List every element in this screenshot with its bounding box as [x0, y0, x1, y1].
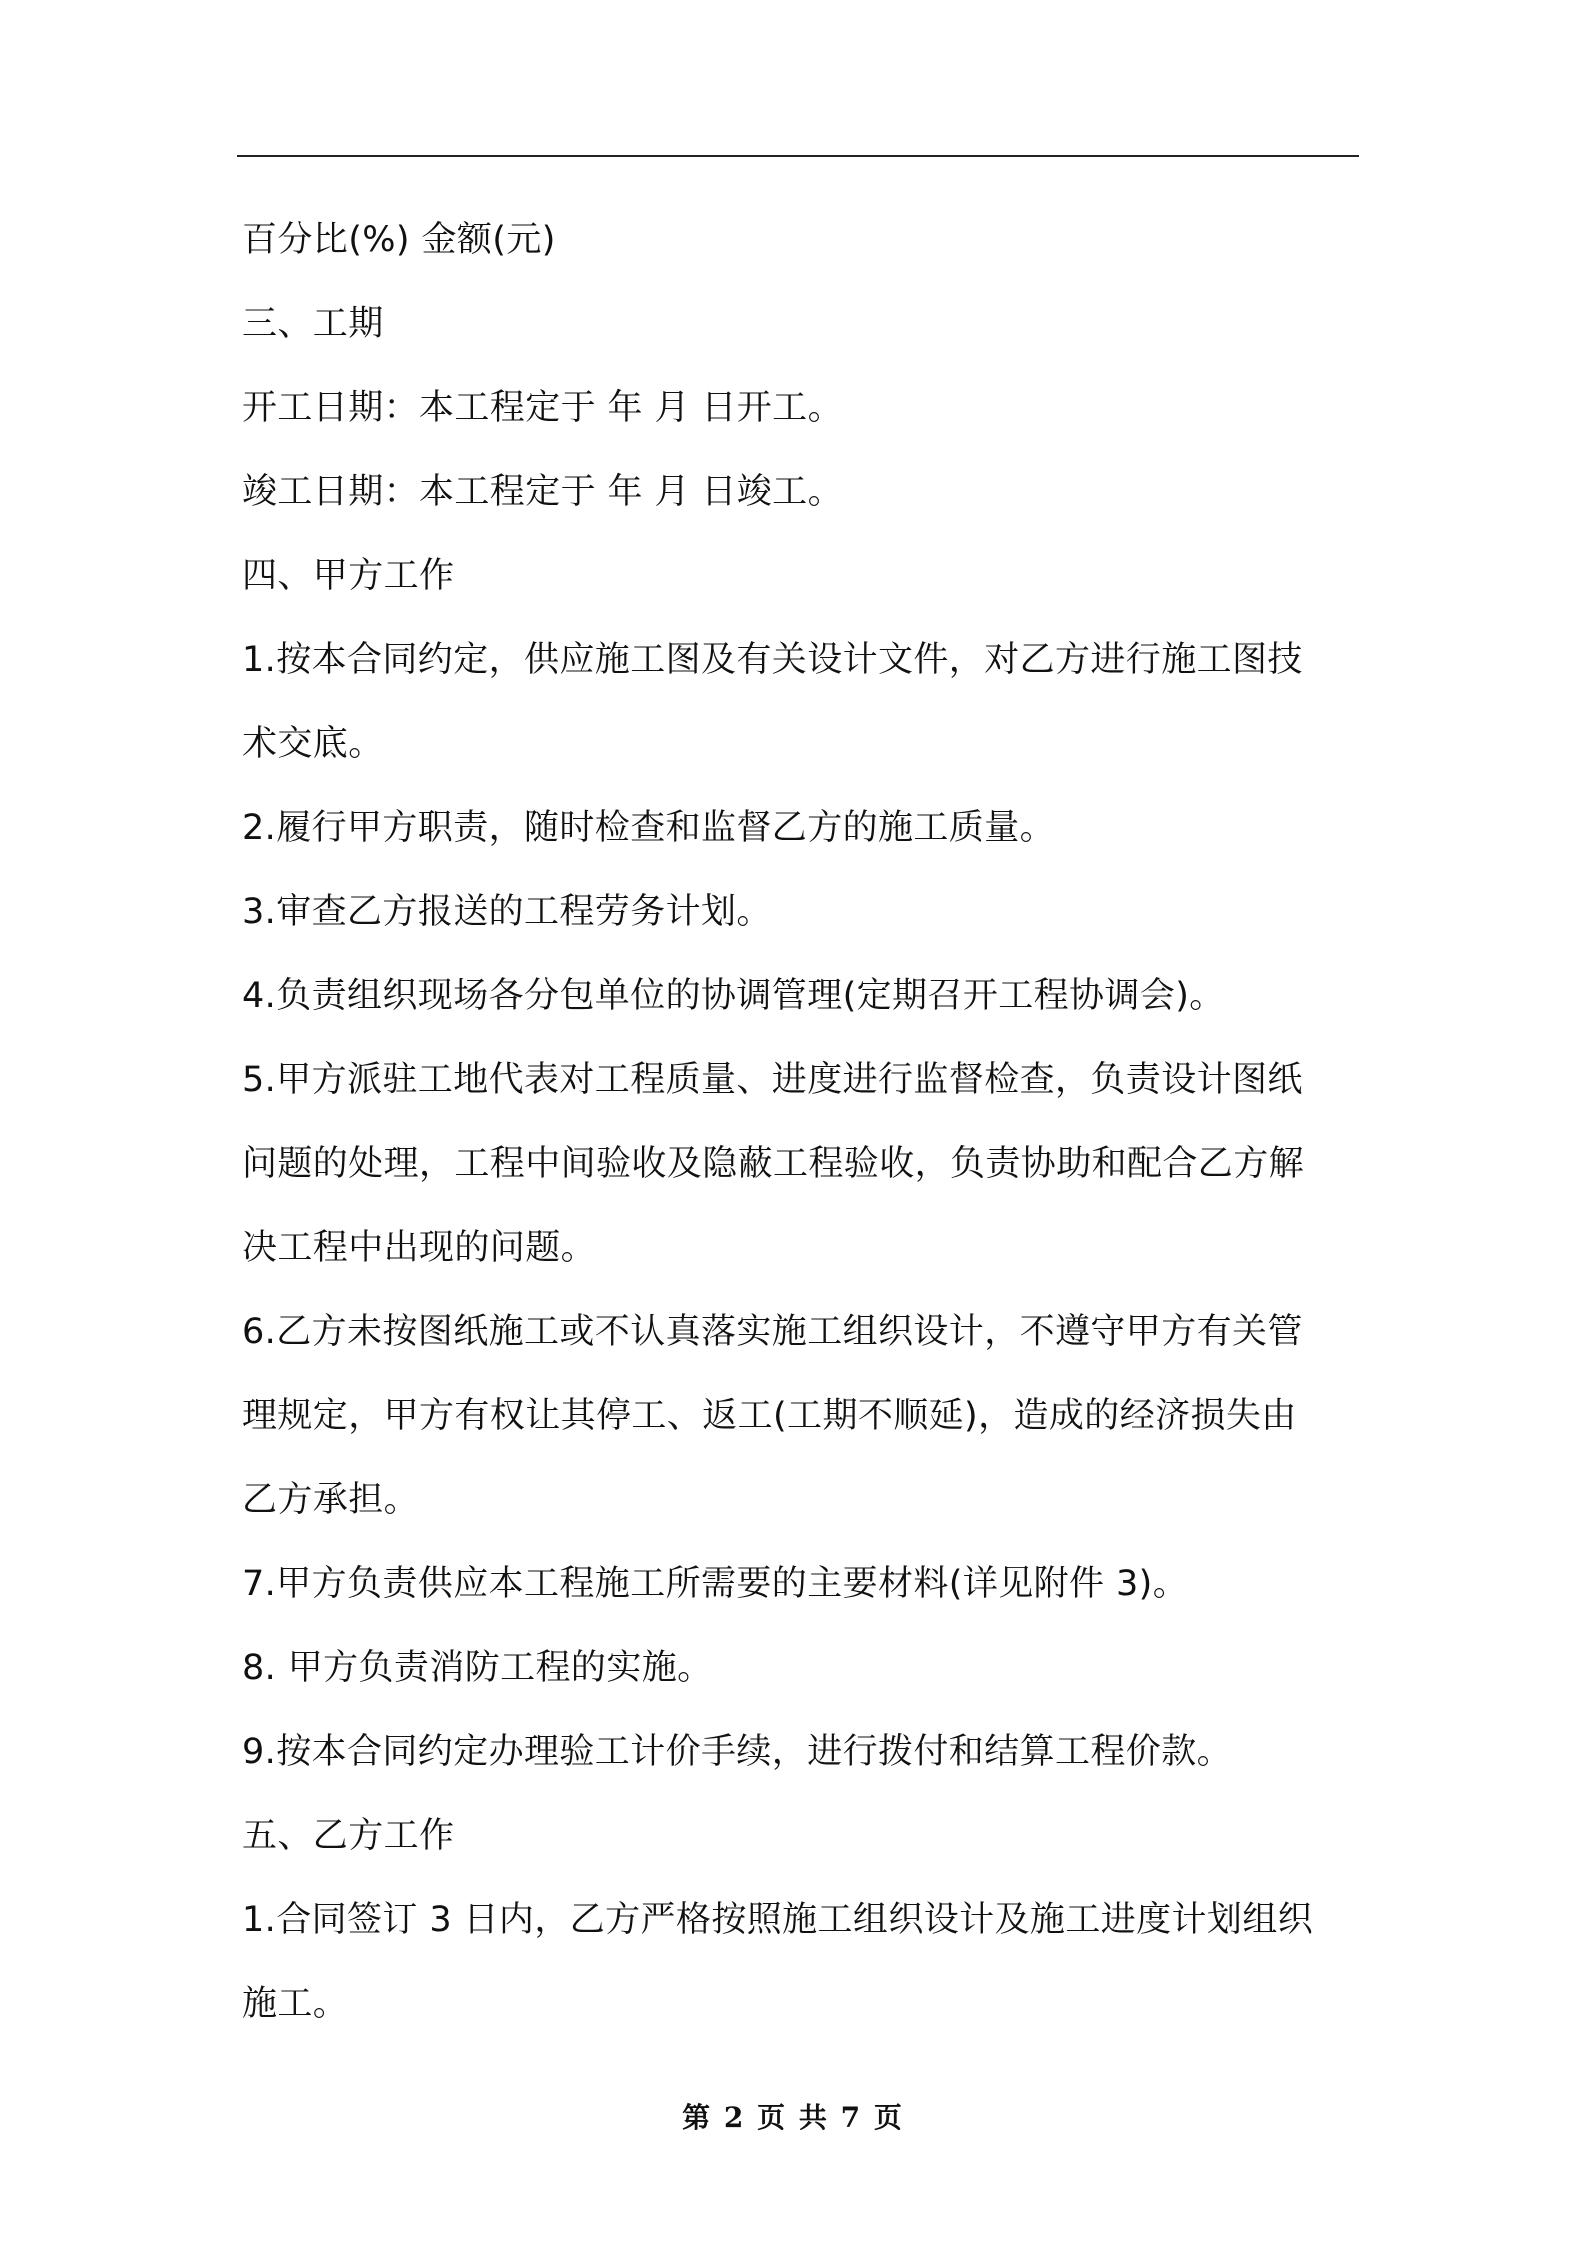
party-a-item-9: 9.按本合同约定办理验工计价手续，进行拨付和结算工程价款。: [242, 1732, 1232, 1772]
party-b-item-1-line-2: 施工。: [242, 1984, 349, 2024]
party-a-item-7: 7.甲方负责供应本工程施工所需要的主要材料(详见附件 3)。: [242, 1564, 1189, 1604]
party-a-item-6-line-1: 6.乙方未按图纸施工或不认真落实施工组织设计，不遵守甲方有关管: [242, 1312, 1303, 1352]
section-5-heading: 五、乙方工作: [242, 1816, 455, 1856]
section-3-heading: 三、工期: [242, 304, 384, 344]
party-a-item-6-line-3: 乙方承担。: [242, 1480, 420, 1520]
party-b-item-1-line-1: 1.合同签订 3 日内，乙方严格按照施工组织设计及施工进度计划组织: [242, 1900, 1314, 1940]
party-a-item-5-line-2: 问题的处理，工程中间验收及隐蔽工程验收，负责协助和配合乙方解: [242, 1144, 1305, 1184]
party-a-item-1-line-1: 1.按本合同约定，供应施工图及有关设计文件，对乙方进行施工图技: [242, 640, 1303, 680]
party-a-item-2: 2.履行甲方职责，随时检查和监督乙方的施工质量。: [242, 808, 1055, 848]
section-4-heading: 四、甲方工作: [242, 556, 455, 596]
party-a-item-4: 4.负责组织现场各分包单位的协调管理(定期召开工程协调会)。: [242, 976, 1225, 1016]
party-a-item-1-line-2: 术交底。: [242, 724, 384, 764]
party-a-item-5-line-1: 5.甲方派驻工地代表对工程质量、进度进行监督检查，负责设计图纸: [242, 1060, 1303, 1100]
page-number-footer: 第 2 页 共 7 页: [682, 2101, 904, 2134]
party-a-item-5-line-3: 决工程中出现的问题。: [242, 1228, 597, 1268]
party-a-item-3: 3.审查乙方报送的工程劳务计划。: [242, 892, 772, 932]
header-rule: [237, 155, 1359, 157]
amount-header-line: 百分比(%) 金额(元): [242, 220, 556, 260]
document-body: [242, 198, 1362, 2046]
start-date-line: 开工日期：本工程定于 年 月 日开工。: [242, 388, 843, 428]
party-a-item-8: 8. 甲方负责消防工程的实施。: [242, 1648, 713, 1688]
party-a-item-6-line-2: 理规定，甲方有权让其停工、返工(工期不顺延)，造成的经济损失由: [242, 1396, 1297, 1436]
completion-date-line: 竣工日期：本工程定于 年 月 日竣工。: [242, 472, 843, 512]
